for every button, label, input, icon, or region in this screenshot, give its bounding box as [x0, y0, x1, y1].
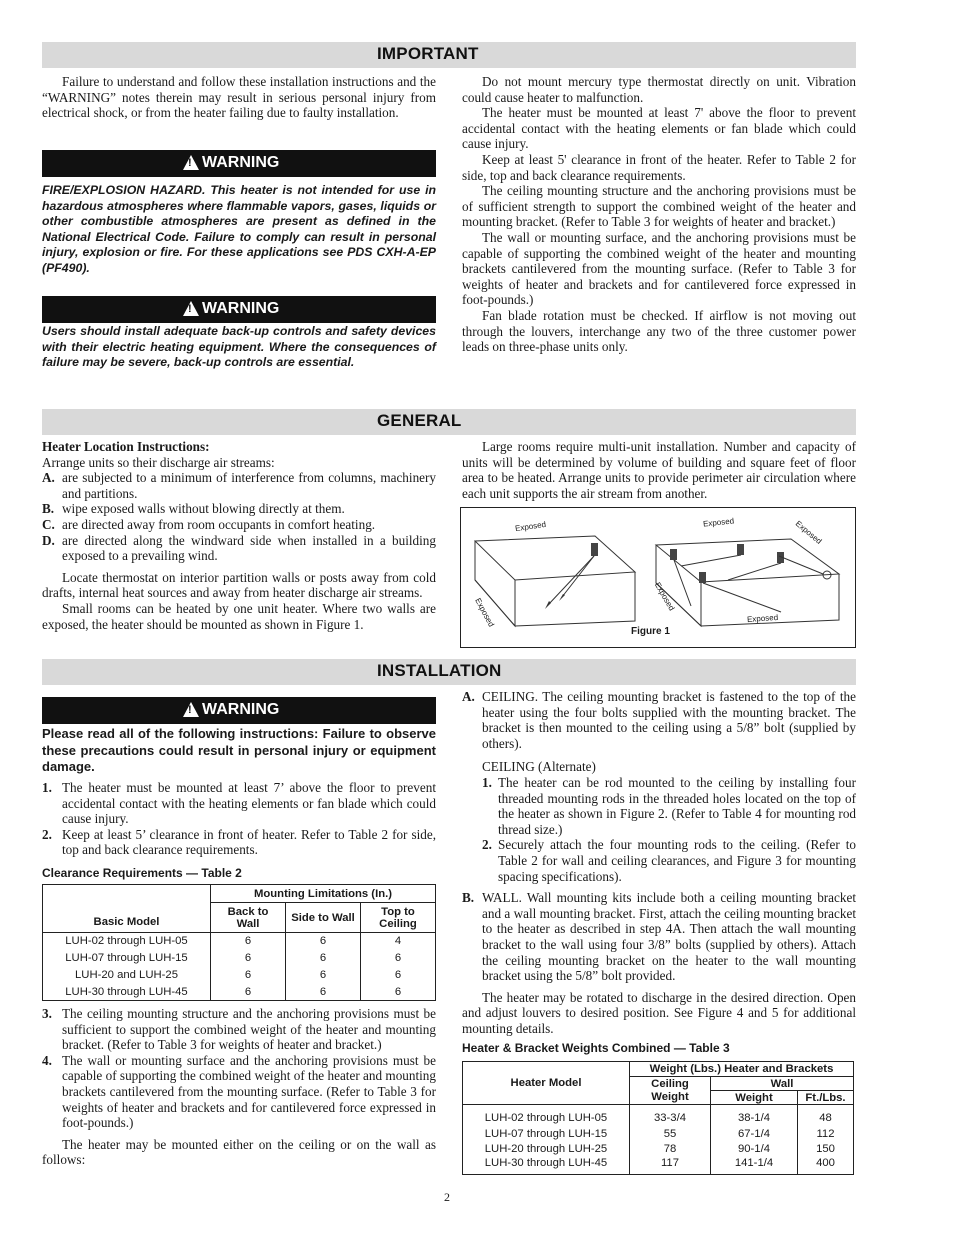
table-cell: 48 — [798, 1111, 854, 1127]
table-row — [463, 1126, 854, 1142]
heater-unit — [591, 543, 598, 556]
exposed-label: Exposed — [473, 596, 496, 629]
table-cell: 6 — [286, 967, 361, 984]
installation-steps-b — [42, 1006, 436, 1168]
list-key: 2. — [42, 826, 52, 842]
wall-item — [462, 890, 856, 984]
list-item — [42, 533, 436, 564]
list-item — [462, 837, 856, 884]
exposed-label: Exposed — [793, 519, 824, 546]
table-cell: LUH-07 through LUH-15 — [65, 952, 188, 964]
list-key: A. — [462, 689, 475, 704]
table-row — [463, 1111, 854, 1127]
table-2-caption: Clearance Requirements — Table 2 — [42, 866, 242, 880]
general-title: GENERAL — [377, 411, 462, 430]
table-cell: 112 — [798, 1126, 854, 1142]
table-cell: 6 — [286, 933, 361, 950]
list-value: The wall or mounting surface and the anchoring provisions must be capable of supporting the combined weight of the heater and mounting brackets cantilevered from the mounting surface. (Refer to Table 3 for weights of heater and brackets and for cantilevered force expressed in foot-pounds.) — [62, 1052, 436, 1131]
table-cell: 4 — [361, 933, 436, 950]
table-cell: LUH-20 and LUH-25 — [75, 969, 178, 981]
list-value: Securely attach the four mounting rods to the ceiling. (Refer to Table 2 for wall and ceiling clearances, and Figure 3 for mounting spacing specifications). — [498, 837, 856, 884]
table-header: Top to Ceiling — [361, 903, 436, 933]
general-right-para: Large rooms require multi-unit installation. Number and capacity of units will be determined by volume of building and square feet of floor area to be heated. Arrange units to provide perimeter air circulation where each unit supports the air stream from another. — [462, 439, 856, 501]
list-item — [42, 780, 436, 827]
general-para: Small rooms can be heated by one unit heater. Where two walls are exposed, the heater should be mounted as shown in Figure 1. — [42, 600, 436, 632]
heater-unit — [670, 549, 677, 560]
installation-right-column — [462, 689, 856, 1036]
table-cell: LUH-02 through LUH-05 — [65, 935, 188, 948]
list-value: are directed away from room occupants in comfort heating. — [62, 516, 376, 532]
list-value: are directed along the windward side when installed in a building exposed to a prevailing wind. — [62, 532, 436, 564]
exposed-label: Exposed — [652, 580, 677, 613]
important-right-column — [462, 74, 856, 355]
important-para: The wall or mounting surface, and the anchoring provisions must be capable of supporting the combined weight of the heater and mounting brackets cantilevered from the mounting surface. (Refer to Table 3 for weights of heater and brackets and for cantilevered force expressed in foot-pounds.) — [462, 229, 856, 308]
heater-unit — [699, 572, 706, 583]
exposed-label: Exposed — [702, 516, 735, 529]
general-para: Locate thermostat on interior partition walls or posts away from cold drafts, internal heat sources and away from heater discharge air streams. — [42, 569, 436, 601]
table-header: Basic Model — [43, 885, 211, 933]
warning-bar-2 — [42, 296, 436, 323]
table-row — [43, 967, 436, 984]
list-value: The heater must be mounted at least 7’ above the floor to prevent accidental contact with the heating elements or fan blade which could cause injury. — [62, 780, 436, 827]
table-header: Weight — [711, 1091, 798, 1105]
general-left-column — [42, 439, 436, 632]
warning-label: WARNING — [202, 154, 280, 171]
table-cell: 6 — [286, 984, 361, 1001]
ceiling-item — [462, 689, 856, 751]
page-number: 2 — [444, 1190, 450, 1204]
important-para: The heater must be mounted at least 7' above the floor to prevent accidental contact with the heating elements or fan blade which could cause injury. — [462, 105, 856, 152]
table-row — [43, 950, 436, 967]
table-header: Back to Wall — [211, 903, 286, 933]
table-cell: LUH-07 through LUH-15 — [484, 1127, 608, 1140]
table-3-caption: Heater & Bracket Weights Combined — Table 3 — [462, 1041, 730, 1055]
list-key: 4. — [42, 1052, 52, 1068]
table-cell: 55 — [630, 1126, 711, 1142]
heater-unit — [737, 544, 744, 555]
table-cell: 33-3/4 — [630, 1111, 711, 1127]
list-key: 3. — [42, 1006, 52, 1021]
warning-text-2: Users should install adequate back-up controls and safety devices with their electric heating equipment. Where the consequences of failure may be severe, back-up controls are essential. — [42, 324, 436, 370]
list-item — [42, 827, 436, 858]
warning-bar-3 — [42, 697, 436, 724]
general-lead: Arrange units so their discharge air streams: — [42, 454, 275, 470]
table-cell: 67-1/4 — [711, 1126, 798, 1142]
figure-1-caption: Figure 1 — [631, 626, 670, 637]
warning-triangle-icon — [183, 155, 199, 170]
important-title: IMPORTANT — [377, 44, 479, 63]
table-cell: 150 — [798, 1142, 854, 1158]
clearance-table — [42, 884, 436, 1001]
table-cell: 117 — [630, 1157, 711, 1174]
table-cell: 90-1/4 — [711, 1142, 798, 1158]
table-cell: 6 — [361, 950, 436, 967]
table-header: Heater Model — [463, 1062, 630, 1105]
table-header: Wall — [711, 1077, 854, 1091]
list-item — [42, 470, 436, 501]
installation-section-header — [42, 659, 856, 685]
table-cell: LUH-02 through LUH-05 — [484, 1112, 608, 1125]
table-cell: 78 — [630, 1142, 711, 1158]
general-right-column — [462, 439, 856, 501]
important-para: Keep at least 5' clearance in front of the heater. Refer to Table 2 for side, top and back clearance requirements. — [462, 151, 856, 183]
table-cell: 38-1/4 — [711, 1111, 798, 1127]
list-key: A. — [42, 470, 55, 486]
installation-title: INSTALLATION — [377, 661, 502, 680]
table-cell: 6 — [286, 950, 361, 967]
list-key: B. — [42, 501, 55, 517]
list-value: CEILING. The ceiling mounting bracket is fastened to the top of the heater using the four bolts supplied with the mounting bracket. The bracket is then mounted to the ceiling using a 5/8” bolt (supplied by others). — [482, 689, 856, 751]
list-item — [42, 1006, 436, 1053]
table-row — [43, 933, 436, 950]
table-cell: 6 — [211, 950, 286, 967]
table-header: Ft./Lbs. — [798, 1091, 854, 1105]
table-cell: LUH-20 through LUH-25 — [484, 1143, 608, 1156]
important-intro — [42, 74, 436, 121]
table-cell: 141-1/4 — [711, 1157, 798, 1174]
exposed-label: Exposed — [514, 519, 547, 534]
list-value: wipe exposed walls without blowing directly at them. — [62, 501, 345, 517]
list-value: Keep at least 5’ clearance in front of heater. Refer to Table 2 for side, top and back clearance requirements. — [62, 826, 436, 858]
important-para: The ceiling mounting structure and the anchoring provisions must be of sufficient strength to support the combined weight of the heater and mounting bracket. (Refer to Table 3 for weights of heater and bracket.) — [462, 183, 856, 230]
table-row — [463, 1142, 854, 1158]
warning-text-1: FIRE/EXPLOSION HAZARD. This heater is not intended for use in hazardous atmospheres where flammable vapors, gases, liquids or other combustible atmospheres are present as defined in the National Electrical Code. Failure to comply can result in personal injury, explosion or fire. For these applications see PDS CXH-A-EP (PF490). — [42, 183, 436, 275]
warning-triangle-icon — [183, 301, 199, 316]
list-value: The ceiling mounting structure and the anchoring provisions must be sufficient to support the combined weight of the heater and mounting bracket. (Refer to Table 3 for weights of heater and bracket.) — [62, 1006, 436, 1053]
heater-location-heading: Heater Location Instructions: — [42, 439, 210, 454]
figure-1 — [460, 507, 856, 648]
ceiling-alternate-heading: CEILING (Alternate) — [482, 759, 596, 775]
table-header: Side to Wall — [286, 903, 361, 933]
list-item — [462, 775, 856, 837]
table-cell: 400 — [798, 1157, 854, 1174]
installation-closing: The heater may be mounted either on the ceiling or on the wall as follows: — [42, 1136, 436, 1168]
table-row — [463, 1157, 854, 1174]
table-header: Ceiling Weight — [630, 1077, 711, 1105]
weights-table — [462, 1061, 854, 1175]
table-cell: 6 — [361, 984, 436, 1001]
table-cell: 6 — [211, 984, 286, 1001]
table-group-header: Weight (Lbs.) Heater and Brackets — [630, 1062, 854, 1077]
list-value: The heater can be rod mounted to the ceiling by installing four threaded mounting rods in the threaded holes located on the top of the heater as shown in Figure 2. (Refer to Table 4 for mounting rod thread size.) — [498, 774, 856, 837]
installation-warning-text: Please read all of the following instructions: Failure to observe these precautions could result in personal injury or equipment damage. — [42, 726, 436, 774]
list-key: B. — [462, 890, 475, 906]
list-value: are subjected to a minimum of interference from columns, machinery and partitions. — [62, 470, 436, 501]
general-section-header — [42, 409, 856, 435]
list-key: 1. — [482, 774, 492, 790]
table-cell: 6 — [211, 933, 286, 950]
important-para: Fan blade rotation must be checked. If airflow is not moving out through the louvers, interchange any two of the three customer power leads on three-phase units only. — [462, 307, 856, 355]
list-value: WALL. Wall mounting kits include both a ceiling mounting bracket and a wall mounting bracket. First, attach the ceiling mounting bracket to the heater as described in step 4A. Then attach the wall mounting bracket to the wall using four 3/8” bolts (supplied by others). Attach the ceiling mounting bracket on the heater to the wall mounting bracket using the 5/8” bolt provided. — [482, 890, 856, 984]
list-item — [42, 1053, 436, 1131]
important-intro-text: Failure to understand and follow these installation instructions and the “WARNING” notes therein may result in serious personal injury from electrical shock, or from the heater failing due to faulty installation. — [42, 74, 436, 121]
table-group-header: Mounting Limitations (In.) — [211, 885, 436, 903]
warning-label: WARNING — [202, 300, 280, 317]
important-section-header — [42, 42, 856, 68]
exposed-label: Exposed — [746, 612, 779, 625]
list-key: 1. — [42, 780, 52, 795]
list-key: D. — [42, 532, 55, 548]
important-para: Do not mount mercury type thermostat directly on unit. Vibration could cause heater to malfunction. — [462, 74, 856, 105]
rotate-para: The heater may be rotated to discharge in the desired direction. Open and adjust louvers to desired position. See Figure 4 and 5 for additional mounting details. — [462, 989, 856, 1036]
warning-bar-1 — [42, 150, 436, 177]
list-key: C. — [42, 516, 55, 532]
table-row — [43, 984, 436, 1001]
table-cell: 6 — [211, 967, 286, 984]
table-cell: LUH-30 through LUH-45 — [65, 985, 188, 998]
warning-label: WARNING — [202, 701, 280, 718]
list-item — [42, 517, 436, 533]
installation-steps-a — [42, 780, 436, 858]
table-cell: LUH-30 through LUH-45 — [484, 1157, 608, 1169]
warning-triangle-icon — [183, 702, 199, 717]
list-item — [42, 501, 436, 517]
table-cell: 6 — [361, 967, 436, 984]
list-key: 2. — [482, 837, 492, 853]
